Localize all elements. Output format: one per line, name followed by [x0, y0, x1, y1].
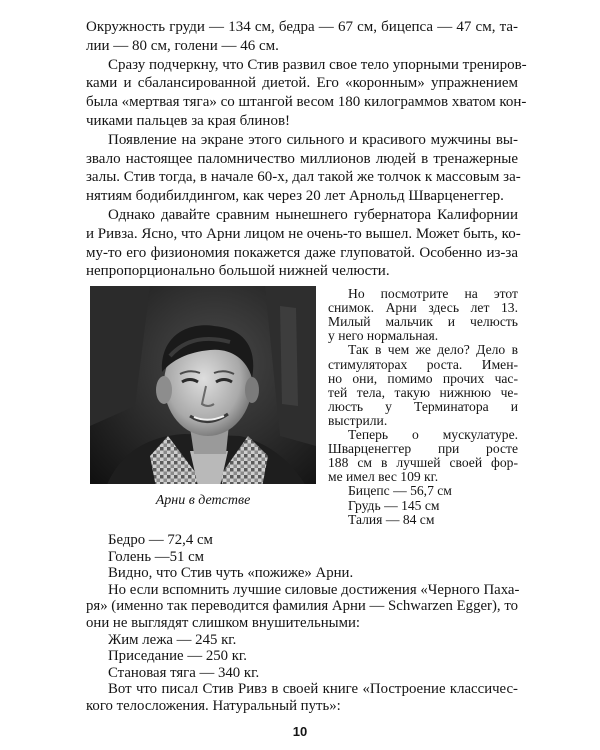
measurement-item: Грудь — 145 см	[348, 497, 440, 513]
text-line: Милый мальчик и челюсть	[328, 314, 518, 330]
text-line: и Ривза. Ясно, что Арни лицом не очень-то вышел. Может быть, ко-	[86, 225, 521, 242]
text-line: ками и сбалансированной диетой. Его «коронным» упражнением	[86, 75, 518, 92]
text-line: Однако давайте сравним нынешнего губернатора Калифорнии	[108, 207, 518, 223]
measurement-item: Талия — 84 см	[348, 511, 435, 527]
text-line: выстрили.	[328, 412, 388, 428]
text-line: Видно, что Стив чуть «пожиже» Арни.	[108, 565, 354, 582]
page-number: 10	[292, 724, 308, 739]
text-line: лии — 80 см, голени — 46 см.	[86, 37, 279, 54]
text-line: непропорционально большой нижней челюсти.	[86, 263, 390, 280]
strength-item: Приседание — 250 кг.	[108, 648, 248, 665]
text-line: Теперь о мускулатуре.	[348, 427, 518, 442]
text-line: снимок. Арни здесь лет 13.	[328, 300, 518, 316]
text-line: чиками пальцев за края блинов!	[86, 113, 291, 129]
text-line: у него нормальная.	[328, 328, 439, 344]
text-line: Появление на экране этого сильного и красивого мужчины вы-	[108, 131, 518, 148]
text-line: Но посмотрите на этот	[348, 286, 518, 301]
text-line: стимуляторах роста. Имен-	[328, 356, 518, 372]
text-line: они не выглядят слишком внушительными:	[86, 615, 360, 631]
text-line: звало настоящее паломничество миллионов людей в тренажерные	[86, 150, 518, 167]
strength-item: Жим лежа — 245 кг.	[108, 631, 237, 648]
text-line: 188 см в лучшей своей фор-	[328, 455, 518, 471]
text-line: люсть у Терминатора и	[328, 398, 518, 414]
text-line: Шварценеггер при росте	[328, 441, 518, 457]
text-line: кого телосложения. Натуральный путь»:	[86, 698, 341, 714]
text-line: была «мертвая тяга» со штангой весом 180 килограммов хватом кон-	[86, 94, 527, 111]
text-line: Сразу подчеркну, что Стив развил свое тело упорными трениров-	[108, 56, 527, 73]
measurement-item: Бицепс — 56,7 см	[348, 483, 452, 499]
text-line: Окружность груди — 134 см, бедра — 67 см, бицепса — 47 см, та-	[86, 19, 518, 35]
measurement-item: Бедро — 72,4 см	[108, 532, 213, 548]
text-line: залы. Стив тогда, в начале 60-х, дал такой же толчок к массовым за-	[86, 169, 521, 186]
strength-item: Становая тяга — 340 кг.	[108, 664, 260, 681]
text-line: Так в чем же дело? Дело в	[348, 342, 518, 358]
text-line: Вот что писал Стив Ривз в своей книге «Построение классичес-	[108, 681, 518, 698]
text-line: ме имел вес 109 кг.	[328, 469, 439, 485]
text-line: Но если вспомнить лучшие силовые достижения «Черного Паха-	[108, 581, 520, 598]
text-line: му-то его физиономия покажется даже глуповатой. Особенно из-за	[86, 244, 518, 261]
text-line: тей тела, такую нижнюю че-	[328, 384, 518, 400]
text-line: но они, помимо прочих час-	[328, 370, 518, 386]
photo-image	[90, 286, 316, 484]
photo-caption: Арни в детстве	[155, 493, 251, 508]
text-line: нятиям бодибилдингом, как через 20 лет Арнольд Шварценеггер.	[86, 188, 504, 205]
photo-arni-childhood	[90, 286, 316, 484]
measurement-item: Голень —51 см	[108, 548, 204, 565]
text-line: ря» (именно так переводится фамилия Арни — Schwarzen Egger), то	[86, 598, 518, 615]
